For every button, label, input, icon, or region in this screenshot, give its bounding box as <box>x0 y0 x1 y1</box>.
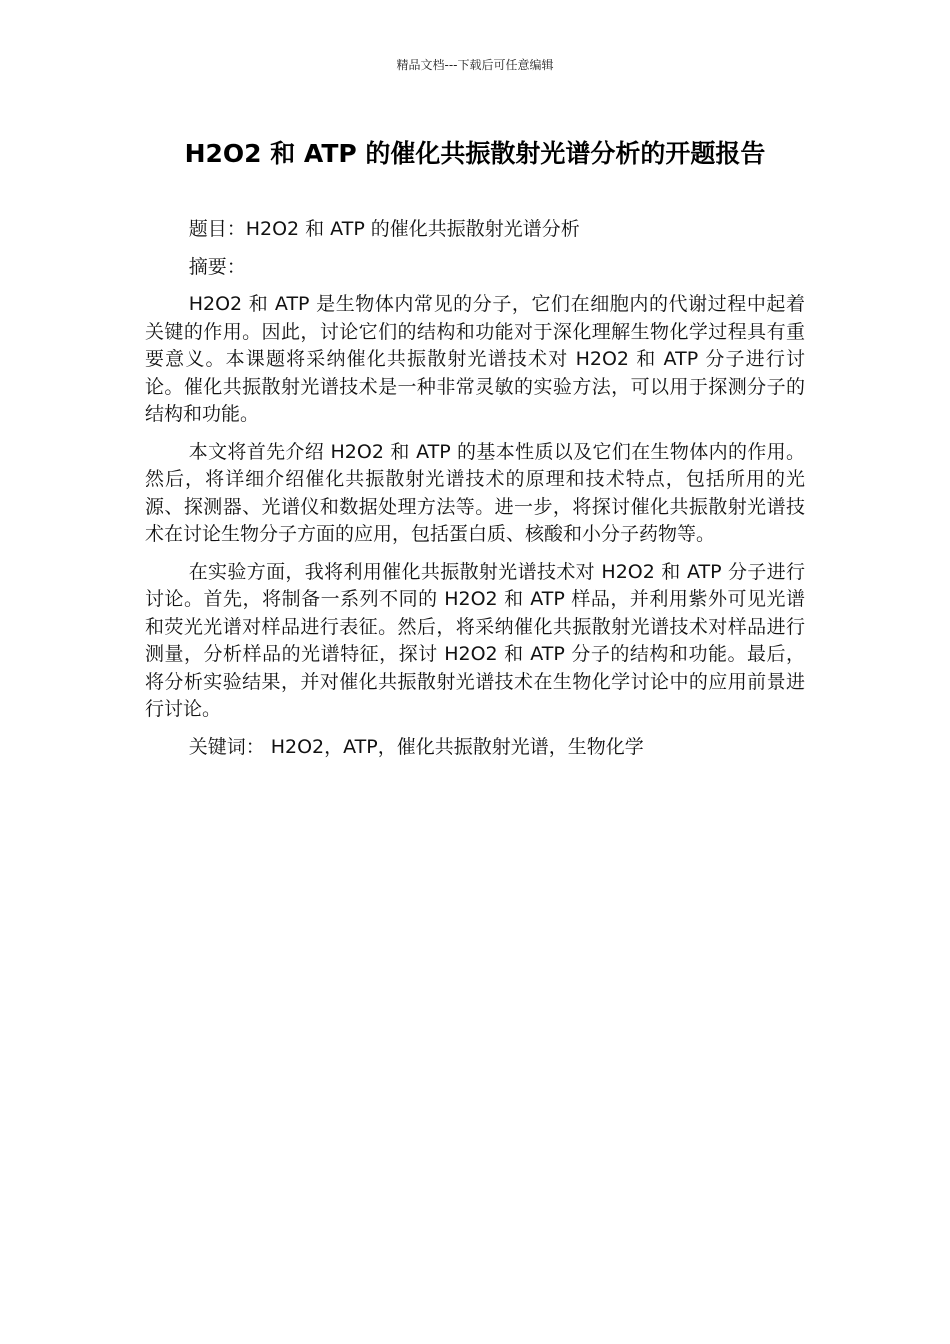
abstract-paragraph-1: H2O2 和 ATP 是生物体内常见的分子，它们在细胞内的代谢过程中起着关键的作用。因此，讨论它们的结构和功能对于深化理解生物化学过程具有重要意义。本课题将采纳催化共振散射光谱技术对 H2O2 和 ATP 分子进行讨论。催化共振散射光谱技术是一种非常灵敏的实验方法，可以用于探测分子的结构和功能。 <box>145 293 805 425</box>
header-note: 精品文档---下载后可任意编辑 <box>396 58 554 72</box>
keywords-line: 关键词： H2O2，ATP，催化共振散射光谱，生物化学 <box>188 735 644 758</box>
abstract-label: 摘要： <box>188 255 246 278</box>
abstract-paragraph-2: 本文将首先介绍 H2O2 和 ATP 的基本性质以及它们在生物体内的作用。然后，将详细介绍催化共振散射光谱技术的原理和技术特点，包括所用的光源、探测器、光谱仪和数据处理方法等。进一步，将探讨催化共振散射光谱技术在讨论生物分子方面的应用，包括蛋白质、核酸和小分子药物等。 <box>145 440 805 545</box>
document-body <box>145 216 805 771</box>
topic-line: 题目：H2O2 和 ATP 的催化共振散射光谱分析 <box>188 218 580 240</box>
abstract-paragraph-3: 在实验方面，我将利用催化共振散射光谱技术对 H2O2 和 ATP 分子进行讨论。首先，将制备一系列不同的 H2O2 和 ATP 样品，并利用紫外可见光谱和荧光光谱对样品进行表征。然后，将采纳催化共振散射光谱技术对样品进行测量，分析样品的光谱特征，探讨 H2O2 和 ATP 分子的结构和功能。最后，将分析实验结果，并对催化共振散射光谱技术在生物化学讨论中的应用前景进行讨论。 <box>145 560 805 720</box>
document-title: H2O2 和 ATP 的催化共振散射光谱分析的开题报告 <box>184 139 766 168</box>
